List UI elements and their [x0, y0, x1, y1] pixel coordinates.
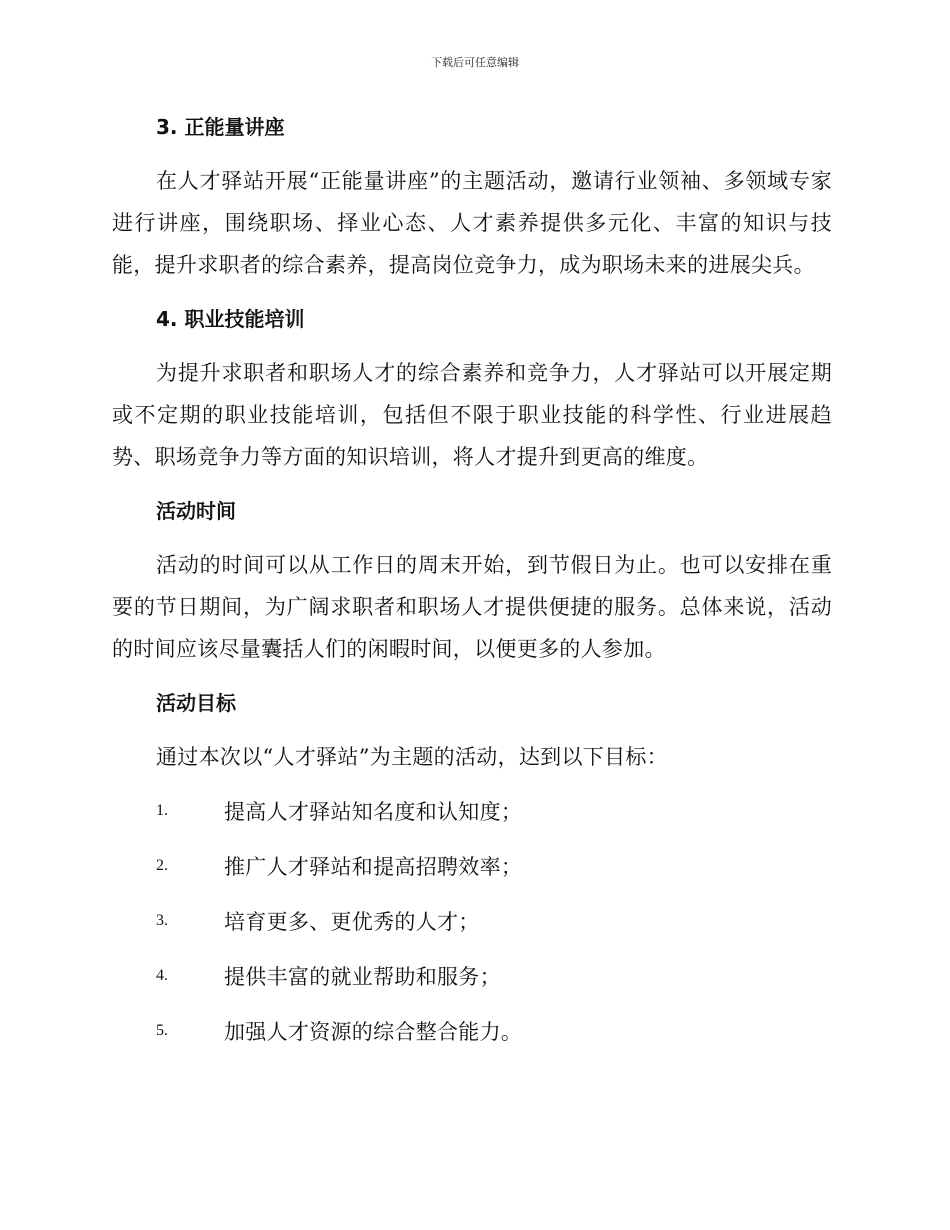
- section-heading-time: 活动时间: [156, 499, 236, 523]
- section-heading-goals: 活动目标: [156, 691, 236, 715]
- list-item-text: 提供丰富的就业帮助和服务；: [224, 965, 501, 989]
- list-item: [112, 790, 832, 832]
- list-item: [112, 955, 832, 997]
- list-item-text: 培育更多、更优秀的人才；: [224, 910, 480, 934]
- list-item-text: 提高人才驿站知名度和认知度；: [224, 800, 523, 824]
- header-note: 下载后可任意编辑: [431, 56, 519, 69]
- section-heading-lecture: 3. 正能量讲座: [156, 115, 285, 139]
- list-item: [112, 900, 832, 942]
- list-item-text: 推广人才驿站和提高招聘效率；: [224, 855, 523, 879]
- section-paragraph-time: 活动的时间可以从工作日的周末开始，到节假日为止。也可以安排在重要的节日期间，为广阔求职者和职场人才提供便捷的服务。总体来说，活动的时间应该尽量囊括人们的闲暇时间，以便更多的人参加。: [112, 553, 832, 661]
- section-heading-training: 4. 职业技能培训: [156, 307, 305, 331]
- section-paragraph-training: 为提升求职者和职场人才的综合素养和竞争力，人才驿站可以开展定期或不定期的职业技能培训，包括但不限于职业技能的科学性、行业进展趋势、职场竞争力等方面的知识培训，将人才提升到更高的维度。: [112, 361, 832, 469]
- document-body: [112, 106, 832, 1065]
- section-paragraph-lecture: 在人才驿站开展“正能量讲座”的主题活动，邀请行业领袖、多领域专家进行讲座，围绕职场、择业心态、人才素养提供多元化、丰富的知识与技能，提升求职者的综合素养，提高岗位竞争力，成为职场未来的进展尖兵。: [112, 169, 832, 277]
- list-item-number: 1.: [156, 802, 168, 819]
- list-item-number: 3.: [156, 912, 168, 929]
- list-item: [112, 845, 832, 887]
- list-item: [112, 1010, 832, 1052]
- list-item-number: 2.: [156, 857, 168, 874]
- list-item-number: 5.: [156, 1022, 168, 1039]
- goals-list: [112, 790, 832, 1052]
- list-item-number: 4.: [156, 967, 168, 984]
- section-paragraph-goals-intro: 通过本次以“人才驿站”为主题的活动，达到以下目标：: [156, 745, 668, 769]
- list-item-text: 加强人才资源的综合整合能力。: [224, 1020, 523, 1044]
